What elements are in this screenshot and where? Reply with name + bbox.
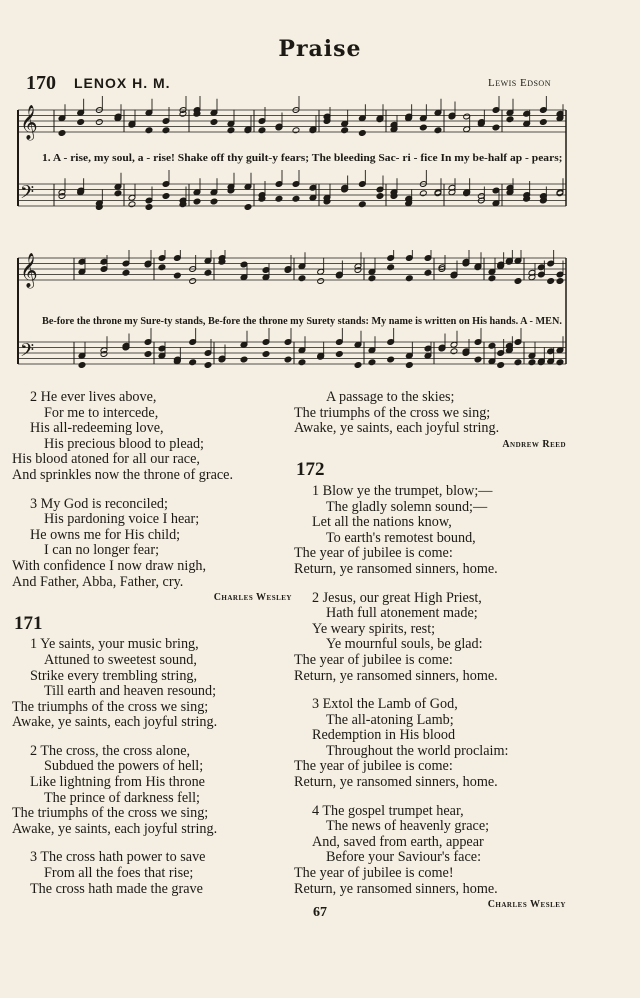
verse-line: Awake, ye saints, each joyful string. (294, 420, 500, 437)
verse-line: His precious blood to plead; (44, 435, 204, 452)
verse-line: Ye weary spirits, rest; (312, 620, 436, 637)
hymn-172-stanza-4 (294, 804, 566, 898)
verse-line: Hath full atonement made; (326, 605, 478, 622)
hymn-170-stanza-3 (12, 497, 292, 591)
verse-line: The year of jubilee is come! (294, 865, 454, 882)
verse-line: Till earth and heaven resound; (44, 683, 217, 700)
verse-line: The prince of darkness fell; (44, 789, 201, 806)
tune-name: LENOX H. M. (74, 75, 171, 91)
verse-line: The year of jubilee is come: (294, 651, 453, 668)
right-column (294, 390, 566, 913)
hymn-171-stanza-1 (12, 637, 292, 731)
verse-line: And, saved from earth, appear (312, 833, 484, 850)
verse-line: Before your Saviour's face: (326, 849, 482, 866)
verse-line: The triumphs of the cross we sing; (12, 805, 209, 822)
verse-line: 3 Extol the Lamb of God, (312, 696, 458, 713)
music-system-2 (14, 250, 570, 380)
verse-line: The cross hath made the grave (30, 880, 203, 897)
composer: Lewis Edson (487, 77, 551, 89)
hymn-170-number: 170 (26, 72, 56, 94)
verse-line: 2 Jesus, our great High Priest, (312, 589, 482, 606)
verse-line: His all-redeeming love, (30, 420, 164, 437)
verse-line: Subdued the powers of hell; (44, 758, 204, 775)
verse-line: The triumphs of the cross we sing; (294, 404, 491, 421)
verse-line: The year of jubilee is come: (294, 545, 453, 562)
music-staves-2 (14, 250, 570, 380)
verse-line: Throughout the world proclaim: (326, 742, 509, 759)
verse-line: The year of jubilee is come: (294, 758, 453, 775)
verse-line: For me to intercede, (44, 404, 159, 421)
hymn-171-author: Andrew Reed (502, 438, 566, 450)
svg-text:𝄞: 𝄞 (20, 253, 38, 288)
verse-line: Return, ye ransomed sinners, home. (294, 667, 498, 684)
verse-line: With confidence I now draw nigh, (12, 557, 207, 574)
verse-line: Awake, ye saints, each joyful string. (12, 714, 218, 731)
verse-line: From all the foes that rise; (44, 865, 194, 882)
verse-line: The gladly solemn sound;— (326, 498, 488, 515)
hymn-172-number: 172 (296, 459, 325, 481)
verse-line: 3 The cross hath power to save (30, 849, 206, 866)
hymn-170-header (26, 72, 551, 92)
verse-line: His blood atoned for all our race, (12, 451, 200, 468)
lyrics-line-2: Be-fore the throne my Sure-ty stands, Be-fore the throne my Surety stands: My name is written on His hands. A - MEN. (42, 316, 562, 327)
verse-line: His pardoning voice I hear; (44, 511, 200, 528)
verse-line: A passage to the skies; (326, 389, 455, 405)
verse-line: 2 The cross, the cross alone, (30, 742, 191, 759)
verse-line: And Father, Abba, Father, cry. (12, 573, 184, 590)
verse-line: Return, ye ransomed sinners, home. (294, 774, 498, 791)
verse-line: Redemption in His blood (312, 727, 456, 744)
verse-line: Attuned to sweetest sound, (44, 651, 197, 668)
verse-line: Return, ye ransomed sinners, home. (294, 880, 498, 897)
lyrics-line-1: 1. A - rise, my soul, a - rise! Shake off thy guilt-y fears; The bleeding Sac- ri - fice In my be-half ap - pears; (42, 153, 563, 164)
verse-line: The news of heavenly grace; (326, 818, 490, 835)
verse-line: Let all the nations know, (312, 514, 452, 531)
hymn-172-author: Charles Wesley (487, 899, 566, 911)
hymn-170-stanza-2 (12, 390, 292, 484)
left-column (12, 390, 292, 897)
verse-line: 1 Blow ye the trumpet, blow;— (312, 482, 493, 499)
verse-line: 3 My God is reconciled; (30, 495, 168, 512)
verse-line: I can no longer fear; (44, 542, 160, 559)
verse-line: 2 He ever lives above, (30, 389, 157, 405)
hymn-172-stanza-1 (294, 484, 566, 578)
hymn-172-stanza-2 (294, 591, 566, 685)
svg-text:𝄢: 𝄢 (20, 340, 35, 366)
verse-line: Strike every trembling string, (30, 667, 198, 684)
svg-text:𝄢: 𝄢 (20, 182, 35, 208)
verse-line: 1 Ye saints, your music bring, (30, 636, 199, 653)
hymn-170-author: Charles Wesley (213, 592, 292, 604)
hymn-171-stanza-2 (12, 744, 292, 838)
verse-line: Like lightning from His throne (30, 774, 205, 791)
hymn-171-stanza-3-continued (294, 390, 566, 437)
hymn-171-number: 171 (14, 612, 43, 634)
section-title: Praise (278, 36, 362, 62)
hymn-171-stanza-3 (12, 850, 292, 897)
verse-line: The triumphs of the cross we sing; (12, 698, 209, 715)
verse-line: To earth's remotest bound, (326, 529, 476, 546)
verse-line: Return, ye ransomed sinners, home. (294, 560, 498, 577)
verse-line: 4 The gospel trumpet hear, (312, 802, 464, 819)
verse-line: Awake, ye saints, each joyful string. (12, 820, 218, 837)
verse-line: The all-atoning Lamb; (326, 711, 454, 728)
verse-line: Ye mournful souls, be glad: (326, 636, 483, 653)
hymn-172-stanza-3 (294, 697, 566, 791)
page-number: 67 (313, 905, 327, 920)
verse-line: And sprinkles now the throne of grace. (12, 466, 234, 483)
verse-line: He owns me for His child; (30, 526, 181, 543)
svg-text:𝄞: 𝄞 (20, 105, 38, 140)
